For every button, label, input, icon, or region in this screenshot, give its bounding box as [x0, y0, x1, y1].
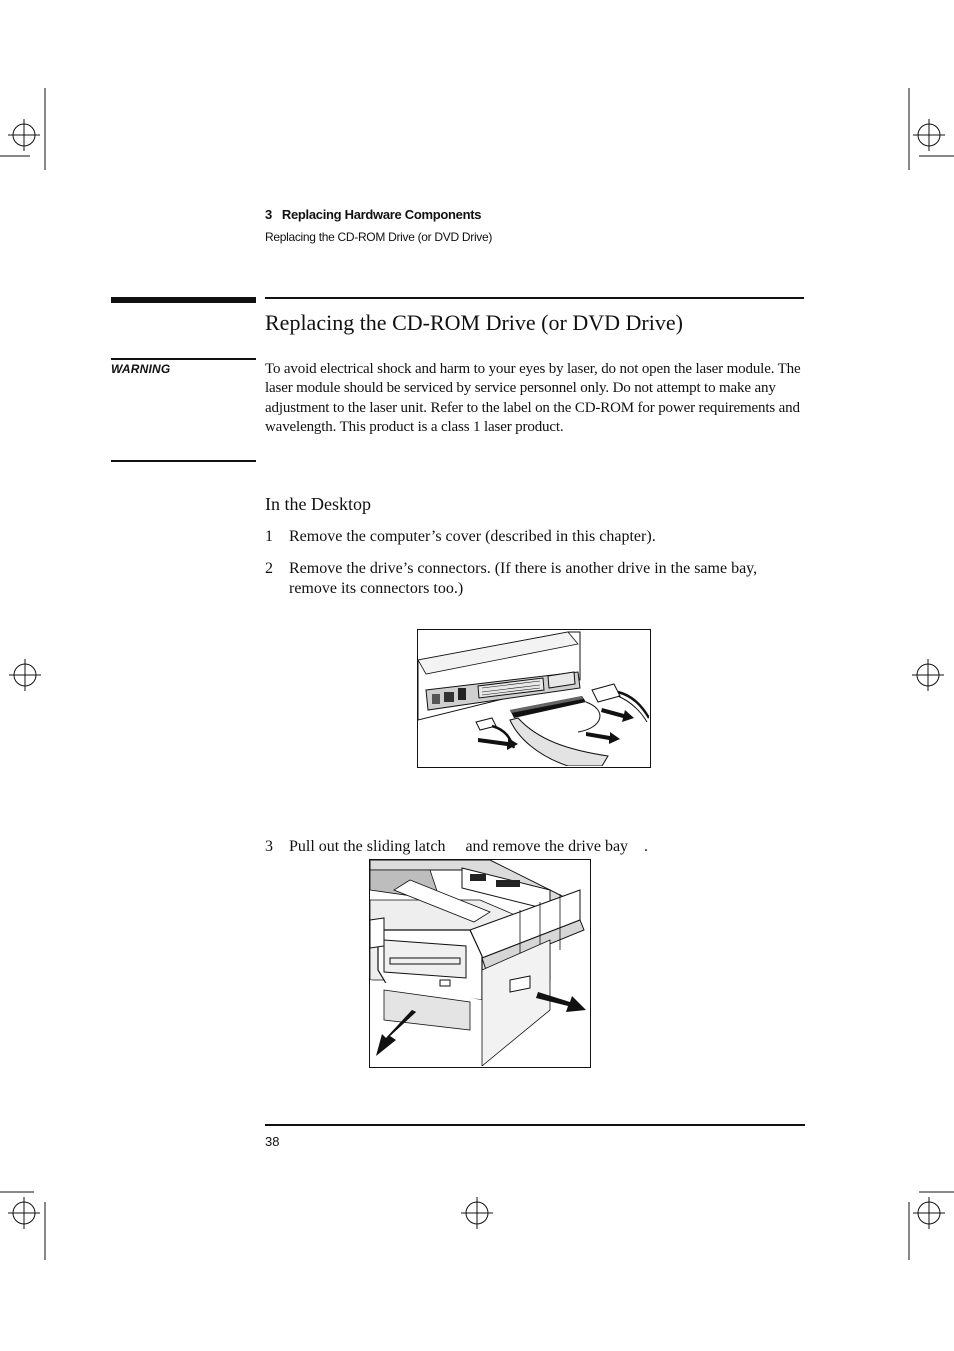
drive-connectors-illustration [418, 630, 649, 766]
footer-rule [265, 1124, 805, 1126]
page-number: 38 [265, 1134, 280, 1149]
running-header-chapter [265, 207, 481, 222]
crop-mark-bottom-right [895, 1190, 954, 1260]
step-text: Remove the drive’s connectors. (If there is another drive in the same bay, remove its connectors too.) [289, 560, 758, 597]
chapter-title: Replacing Hardware Components [281, 207, 482, 222]
drive-connectors-figure [417, 629, 651, 768]
page-title: Replacing the CD-ROM Drive (or DVD Drive) [265, 310, 683, 335]
step-2 [265, 559, 810, 599]
step-1 [265, 527, 810, 547]
warning-rule-top [111, 358, 256, 360]
title-rule-thick [111, 297, 256, 303]
step-3 [265, 837, 810, 857]
warning-text: To avoid electrical shock and harm to your eyes by laser, do not open the laser module. The laser module should be serviced by service personnel only. Do not attempt to make any adjustment to the laser unit. Refer to the label on the CD-ROM for power requirements and wavelength. This product is a class 1 laser product. [265, 361, 801, 436]
warning-label: WARNING [111, 362, 171, 376]
crop-mark-mid-right [911, 658, 945, 692]
running-header-section: Replacing the CD-ROM Drive (or DVD Drive) [265, 230, 493, 244]
chapter-number: 3 [265, 207, 272, 222]
title-rule-thin [265, 297, 804, 299]
crop-mark-top-left [0, 88, 60, 178]
step-number: 2 [265, 560, 273, 577]
crop-mark-bottom-left [0, 1190, 60, 1260]
drive-bay-removal-illustration [370, 860, 589, 1066]
warning-rule-bottom [111, 460, 256, 462]
step-number: 3 [265, 838, 273, 855]
crop-mark-mid-left [8, 658, 42, 692]
step-text: Remove the computer’s cover (described in this chapter). [289, 528, 656, 545]
step-text: Pull out the sliding latch and remove the drive bay . [289, 838, 649, 855]
step-number: 1 [265, 528, 273, 545]
crop-mark-top-right [895, 88, 954, 178]
crop-mark-bottom-center [460, 1196, 494, 1230]
drive-bay-removal-figure [369, 859, 591, 1068]
section-subheading: In the Desktop [265, 494, 371, 514]
